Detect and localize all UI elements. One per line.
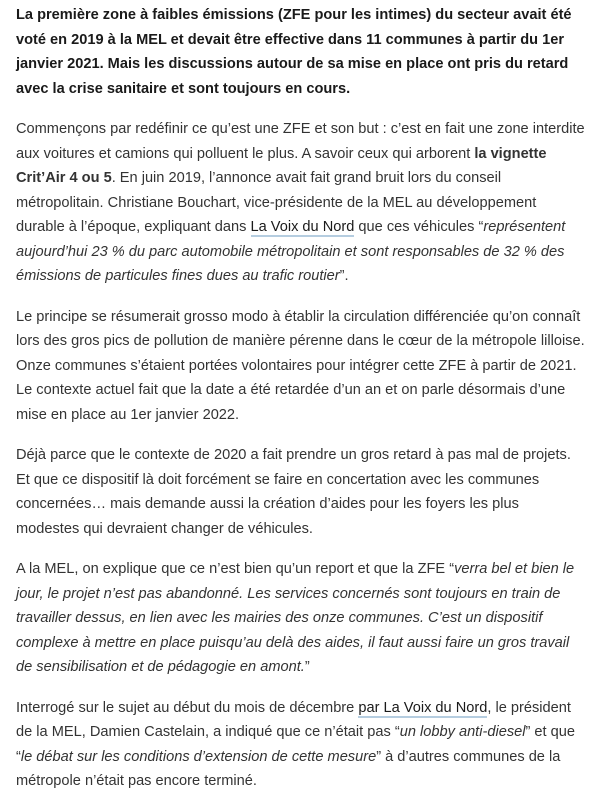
paragraph-mel-statement (16, 557, 585, 680)
text: ” (304, 659, 310, 675)
text: que ces véhicules “ (354, 219, 484, 235)
link-la-voix-du-nord[interactable]: La Voix du Nord (250, 219, 355, 235)
quote-bouchart: représentent aujourd’hui 23 % du parc automobile métropolitain et sont responsables de 32 % des émissions de particules fines dues au trafic routier (16, 219, 566, 284)
text: , le président de la MEL, Damien Castelain, a indiqué que ce n’était pas “ (16, 699, 571, 740)
paragraph-context-2020: Déjà parce que le contexte de 2020 a fait prendre un gros retard à pas mal de projets. Et que ce dispositif là doit forcément se faire en concertation avec les communes concernées… mais demande aussi la création d’aides pour les foyers les plus modestes qui devraient changer de véhicules. (16, 447, 571, 537)
text: ”. (339, 268, 349, 284)
text: . En juin 2019, l’annonce avait fait grand bruit lors du conseil métropolitain. Christiane Bouchart, vice-présidente de la MEL au développement durable à l’époque, expliquant dans (16, 170, 537, 235)
text: A la MEL, on explique que ce n’est bien qu’un report et que la ZFE “ (16, 561, 455, 577)
text: ” à d’autres communes de la métropole n’était pas encore terminé. (16, 748, 561, 789)
text: Commençons par redéfinir ce qu’est une ZFE et son but : c’est en fait une zone interdite aux voitures et camions qui polluent le plus. A savoir ceux qui arborent (16, 121, 585, 162)
quote-debat: le débat sur les conditions d’extension de cette mesure (20, 748, 377, 765)
paragraph-castelain (16, 696, 585, 794)
quote-mel: verra bel et bien le jour, le projet n’est pas abandonné. Les services concernés sont toujours en train de travailler dessus, en lien avec les mairies des onze communes. C’est un dispositif complexe à mettre en place puisqu’au delà des aides, il faut aussi faire un gros travail de sensibilisation et de pédagogie en amont. (16, 561, 575, 675)
text: Interrogé sur le sujet au début du mois de décembre (16, 699, 359, 716)
article-lead: La première zone à faibles émissions (ZFE pour les intimes) du secteur avait été voté en 2019 à la MEL et devait être effective dans 11 communes à partir du 1er janvier 2021. Mais les discussions autour de sa mise en place ont pris du retard avec la crise sanitaire et sont toujours en cours. (16, 7, 572, 97)
text: ” et que “ (16, 724, 575, 765)
link-par-la-voix-du-nord[interactable]: par La Voix du Nord (358, 699, 488, 716)
bold-crit-air: la vignette Crit’Air 4 ou 5 (16, 145, 547, 186)
paragraph-zfe-definition (16, 117, 585, 289)
paragraph-principle: Le principe se résumerait grosso modo à établir la circulation différenciée qu’on connaît lors des gros pics de pollution de manière pérenne dans le cœur de la métropole lilloise. Onze communes s’étaient portées volontaires pour intégrer cette ZFE à partir de 2021. Le contexte actuel fait que la date a été retardée d’un an et on parle désormais d’une mise en place au 1er janvier 2022. (16, 308, 585, 423)
quote-lobby: un lobby anti-diesel (399, 724, 526, 740)
